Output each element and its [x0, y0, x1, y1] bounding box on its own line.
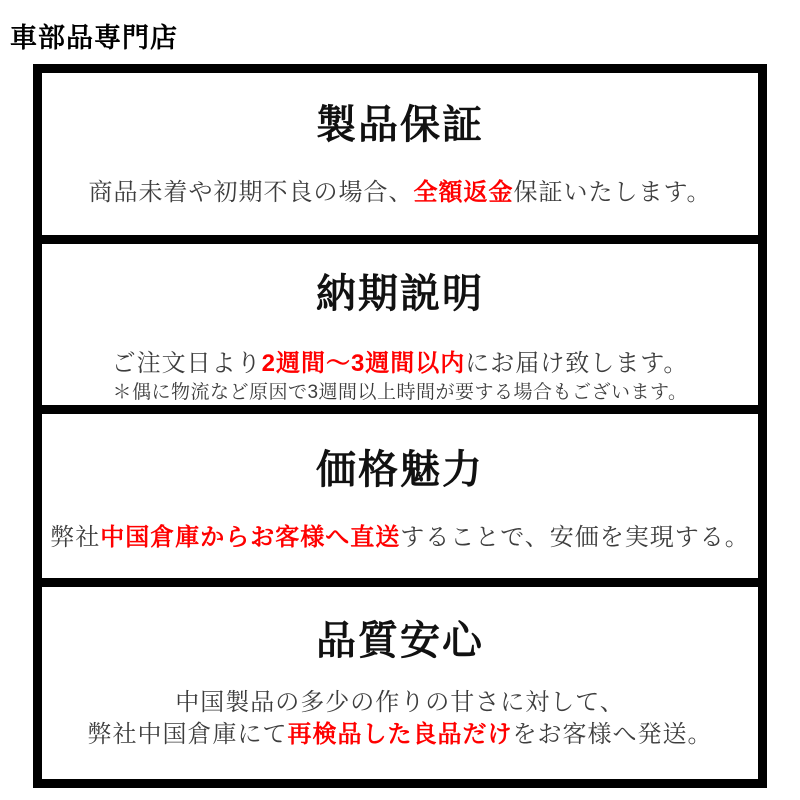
store-name-header: 車部品専門店: [10, 23, 178, 53]
body-text-highlight-red: 再検品した良品だけ: [287, 721, 513, 748]
body-text-prefix: 商品未着や初期不良の場合、: [88, 179, 414, 206]
section-title-quality-assurance: 品質安心: [316, 619, 484, 663]
body-text-highlight-red: 全額返金: [413, 179, 514, 206]
body-text-highlight-red: 中国倉庫からお客様へ直送: [100, 524, 401, 551]
body-text-suffix: をお客様へ発送。: [512, 721, 713, 748]
info-panel-stack: [33, 64, 767, 788]
section-body-delivery-explanation: [112, 348, 689, 380]
section-body-quality-assurance: [88, 687, 713, 751]
body-intro-line: 中国製品の多少の作りの甘さに対して、: [175, 689, 625, 716]
section-quality-assurance: [33, 578, 767, 788]
body-text-highlight-red: 2週間～3週間以内: [261, 350, 466, 377]
section-title-product-warranty: 製品保証: [316, 103, 484, 147]
body-text-suffix: 保証いたします。: [513, 179, 712, 206]
body-text-prefix: ご注文日より: [111, 350, 262, 377]
body-text-suffix: することで、安価を実現する。: [400, 524, 750, 551]
section-product-warranty: [33, 64, 767, 244]
section-delivery-explanation: [33, 235, 767, 414]
section-title-delivery-explanation: 納期説明: [316, 272, 484, 316]
section-note-delivery-delay: ＊偶に物流など原因で3週間以上時間が要する場合もございます。: [112, 382, 688, 403]
body-text-prefix: 弊社中国倉庫にて: [87, 721, 288, 748]
section-body-price-appeal: [50, 522, 750, 554]
body-text-suffix: にお届け致します。: [465, 350, 689, 377]
section-body-product-warranty: [88, 177, 711, 209]
section-price-appeal: [33, 405, 767, 587]
body-text-prefix: 弊社: [50, 524, 101, 551]
section-title-price-appeal: 価格魅力: [316, 448, 484, 492]
